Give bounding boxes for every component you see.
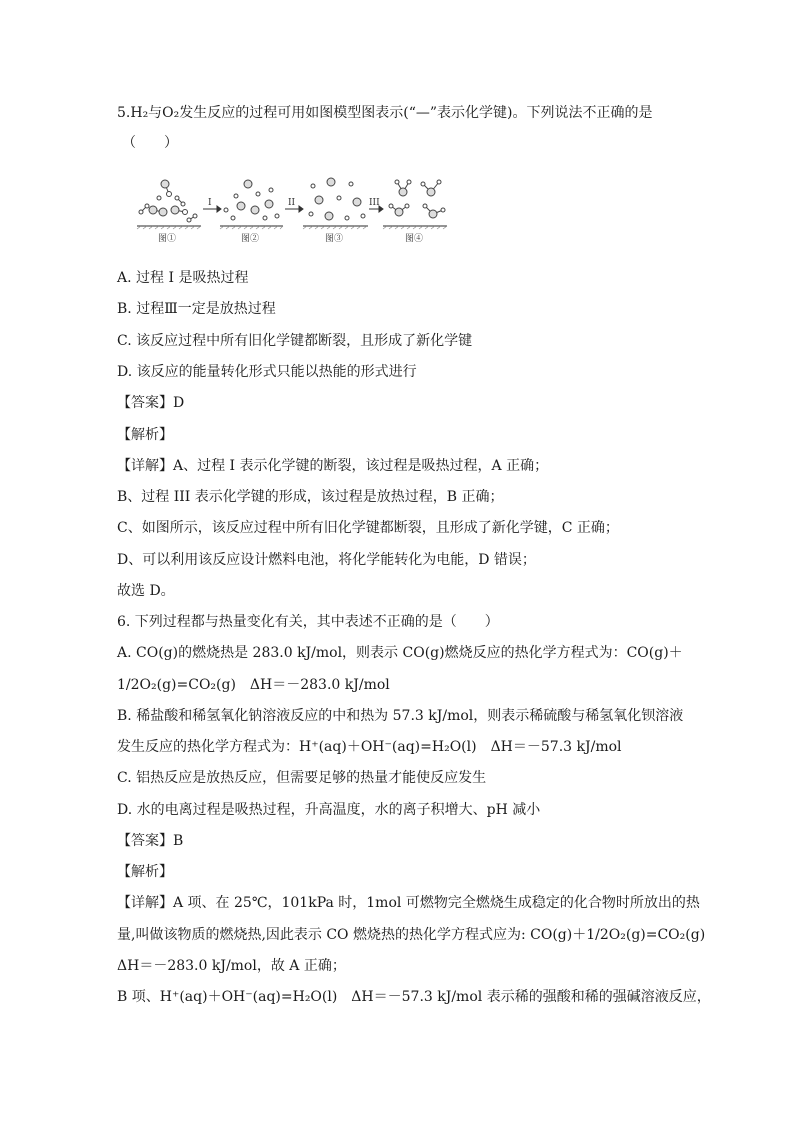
q5-detail-line-4: D、可以利用该反应设计燃料电池，将化学能转化为电能，D 错误； — [117, 552, 536, 568]
q5-detail-line-5: 故选 D。 — [117, 583, 175, 599]
question-5-stem: 5.H₂与O₂发生反应的过程可用如图模型图表示(“—”表示化学键)。下列说法不正确的是 — [117, 105, 653, 121]
q6-detail-line-1: 【详解】A 项、在 25℃，101kPa 时，1mol 可燃物完全燃烧生成稳定的化合物时所放出的热 — [117, 895, 700, 911]
q5-option-a: A. 过程 I 是吸热过程 — [117, 270, 249, 286]
q6-option-a-line-1: A. CO(g)的燃烧热是 283.0 kJ/mol，则表示 CO(g)燃烧反应的热化学方程式为：CO(g)＋ — [117, 645, 683, 661]
q6-answer: 【答案】B — [117, 833, 184, 849]
q5-analysis-label: 【解析】 — [117, 427, 173, 443]
reaction-model-figure — [133, 176, 453, 246]
q6-detail-line-4: B 项、H⁺(aq)＋OH⁻(aq)=H₂O(l) ΔH＝－57.3 kJ/mol 表示稀的强酸和稀的强碱溶液反应， — [117, 989, 711, 1005]
step-label-3: III — [369, 198, 380, 208]
q5-detail-line-2: B、过程 III 表示化学键的形成，该过程是放热过程，B 正确； — [117, 489, 504, 505]
panel-label-1: 图① — [158, 234, 177, 244]
q6-detail-line-2: 量,叫做该物质的燃烧热,因此表示 CO 燃烧热的热化学方程式应为: CO(g)＋1/2O₂(g)=CO₂(g) — [117, 927, 706, 943]
q6-detail-line-3: ΔH＝－283.0 kJ/mol，故 A 正确； — [117, 958, 346, 974]
q5-option-d: D. 该反应的能量转化形式只能以热能的形式进行 — [117, 364, 417, 380]
panel-label-2: 图② — [241, 234, 260, 244]
step-label-2: II — [288, 198, 296, 208]
q6-option-b-line-2: 发生反应的热化学方程式为：H⁺(aq)＋OH⁻(aq)=H₂O(l) ΔH＝－57.3 kJ/mol — [117, 739, 622, 755]
question-6-stem: 6. 下列过程都与热量变化有关，其中表述不正确的是（ ） — [117, 614, 499, 630]
q5-detail-line-1: 【详解】A、过程 I 表示化学键的断裂，该过程是吸热过程，A 正确； — [117, 458, 549, 474]
q5-detail-line-3: C、如图所示，该反应过程中所有旧化学键都断裂，且形成了新化学键，C 正确； — [117, 520, 619, 536]
q5-answer: 【答案】D — [117, 395, 185, 411]
q6-analysis-label: 【解析】 — [117, 864, 173, 880]
q6-option-a-line-2: 1/2O₂(g)=CO₂(g) ΔH＝－283.0 kJ/mol — [117, 677, 390, 693]
panel-label-3: 图③ — [325, 234, 344, 244]
question-5-paren: （ ） — [122, 135, 178, 151]
q6-option-b-line-1: B. 稀盐酸和稀氢氧化钠溶液反应的中和热为 57.3 kJ/mol，则表示稀硫酸与稀氢氧化钡溶液 — [117, 708, 684, 724]
q5-option-b: B. 过程Ⅲ一定是放热过程 — [117, 301, 276, 317]
panel-label-4: 图④ — [405, 234, 424, 244]
step-label-1: I — [208, 198, 212, 208]
q6-option-d: D. 水的电离过程是吸热过程，升高温度，水的离子积增大、pH 减小 — [117, 802, 541, 818]
q5-option-c: C. 该反应过程中所有旧化学键都断裂，且形成了新化学键 — [117, 333, 473, 349]
reaction-model-diagram — [133, 176, 453, 246]
q6-option-c: C. 铝热反应是放热反应，但需要足够的热量才能使反应发生 — [117, 770, 487, 786]
